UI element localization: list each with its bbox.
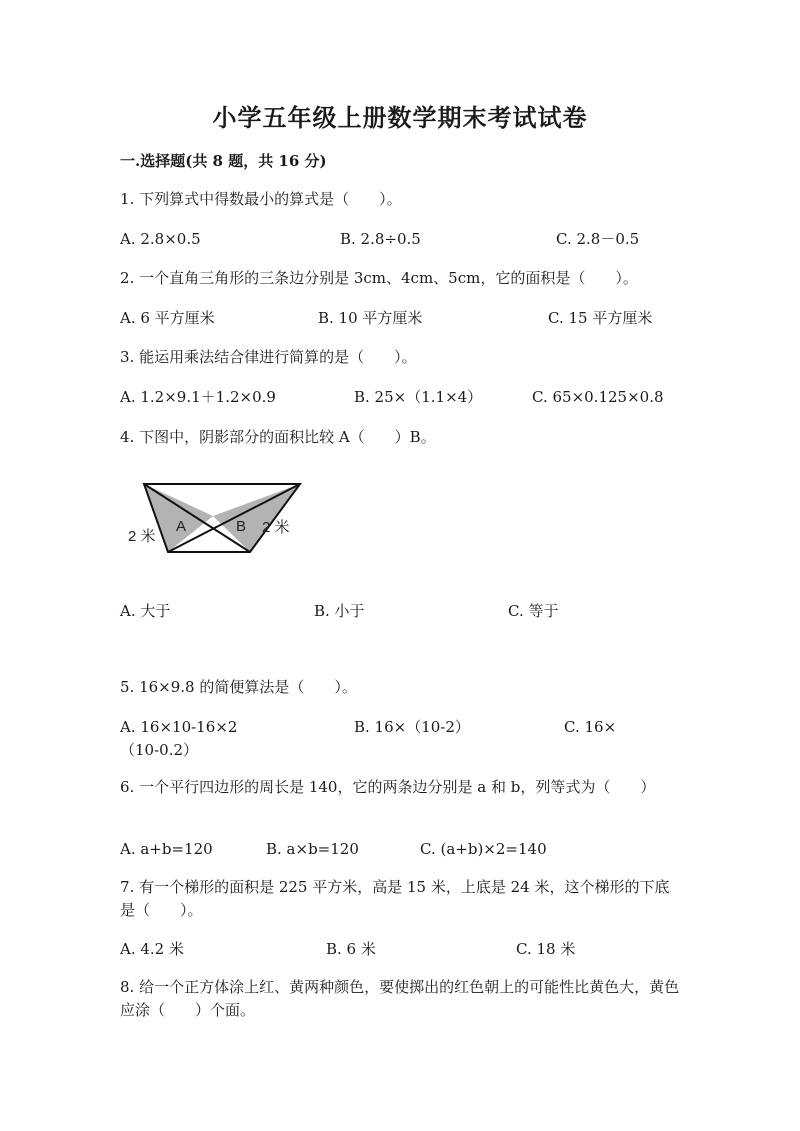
question-3: 3. 能运用乘法结合律进行简算的是（ ）。	[120, 348, 417, 366]
q6-option-c: C. (a+b)×2=140	[420, 840, 547, 858]
q6-option-b: B. a×b=120	[266, 840, 359, 858]
question-5: 5. 16×9.8 的简便算法是（ ）。	[120, 678, 357, 696]
question-1: 1. 下列算式中得数最小的算式是（ ）。	[120, 190, 402, 208]
question-7: 7. 有一个梯形的面积是 225 平方米，高是 15 米，上底是 24 米，这个梯形的下底是（ ）。	[120, 878, 670, 919]
q4-option-a: A. 大于	[120, 602, 171, 620]
q7-option-b: B. 6 米	[326, 940, 376, 958]
question-2: 2. 一个直角三角形的三条边分别是 3cm、4cm、5cm，它的面积是（ ）。	[120, 269, 638, 287]
q3-option-c: C. 65×0.125×0.8	[532, 388, 664, 406]
q4-option-c: C. 等于	[508, 602, 559, 620]
question-4: 4. 下图中，阴影部分的面积比较 A（ ）B。	[120, 428, 436, 446]
q3-option-b: B. 25×（1.1×4）	[354, 388, 483, 406]
q7-option-a: A. 4.2 米	[120, 940, 184, 958]
q1-option-b: B. 2.8÷0.5	[340, 230, 421, 248]
label-b: B	[236, 518, 247, 535]
section-heading: 一.选择题(共 8 题，共 16 分)	[120, 152, 327, 170]
q1-option-a: A. 2.8×0.5	[120, 230, 201, 248]
q2-option-b: B. 10 平方厘米	[318, 309, 423, 327]
q2-option-a: A. 6 平方厘米	[120, 309, 215, 327]
q5-option-a: A. 16×10-16×2	[120, 718, 238, 736]
q6-option-a: A. a+b=120	[120, 840, 213, 858]
q7-option-c: C. 18 米	[516, 940, 576, 958]
left-side-length: 2 米	[128, 528, 156, 545]
question-6: 6. 一个平行四边形的周长是 140，它的两条边分别是 a 和 b，列等式为（ ）	[120, 778, 656, 796]
right-side-length: 2 米	[262, 519, 290, 536]
label-a: A	[176, 518, 187, 535]
q5-option-b: B. 16×（10-2）	[354, 718, 470, 736]
q5-option-c: C. 16×（10-0.2）	[120, 718, 617, 759]
exam-title: 小学五年级上册数学期末考试试卷	[212, 103, 588, 132]
q2-option-c: C. 15 平方厘米	[548, 309, 653, 327]
question-8: 8. 给一个正方体涂上红、黄两种颜色，要使掷出的红色朝上的可能性比黄色大，黄色应涂（ ）个面。	[120, 978, 680, 1019]
q4-option-b: B. 小于	[314, 602, 365, 620]
q1-option-c: C. 2.8－0.5	[556, 230, 640, 248]
q3-option-a: A. 1.2×9.1＋1.2×0.9	[120, 388, 276, 406]
trapezoid-figure	[128, 478, 308, 558]
